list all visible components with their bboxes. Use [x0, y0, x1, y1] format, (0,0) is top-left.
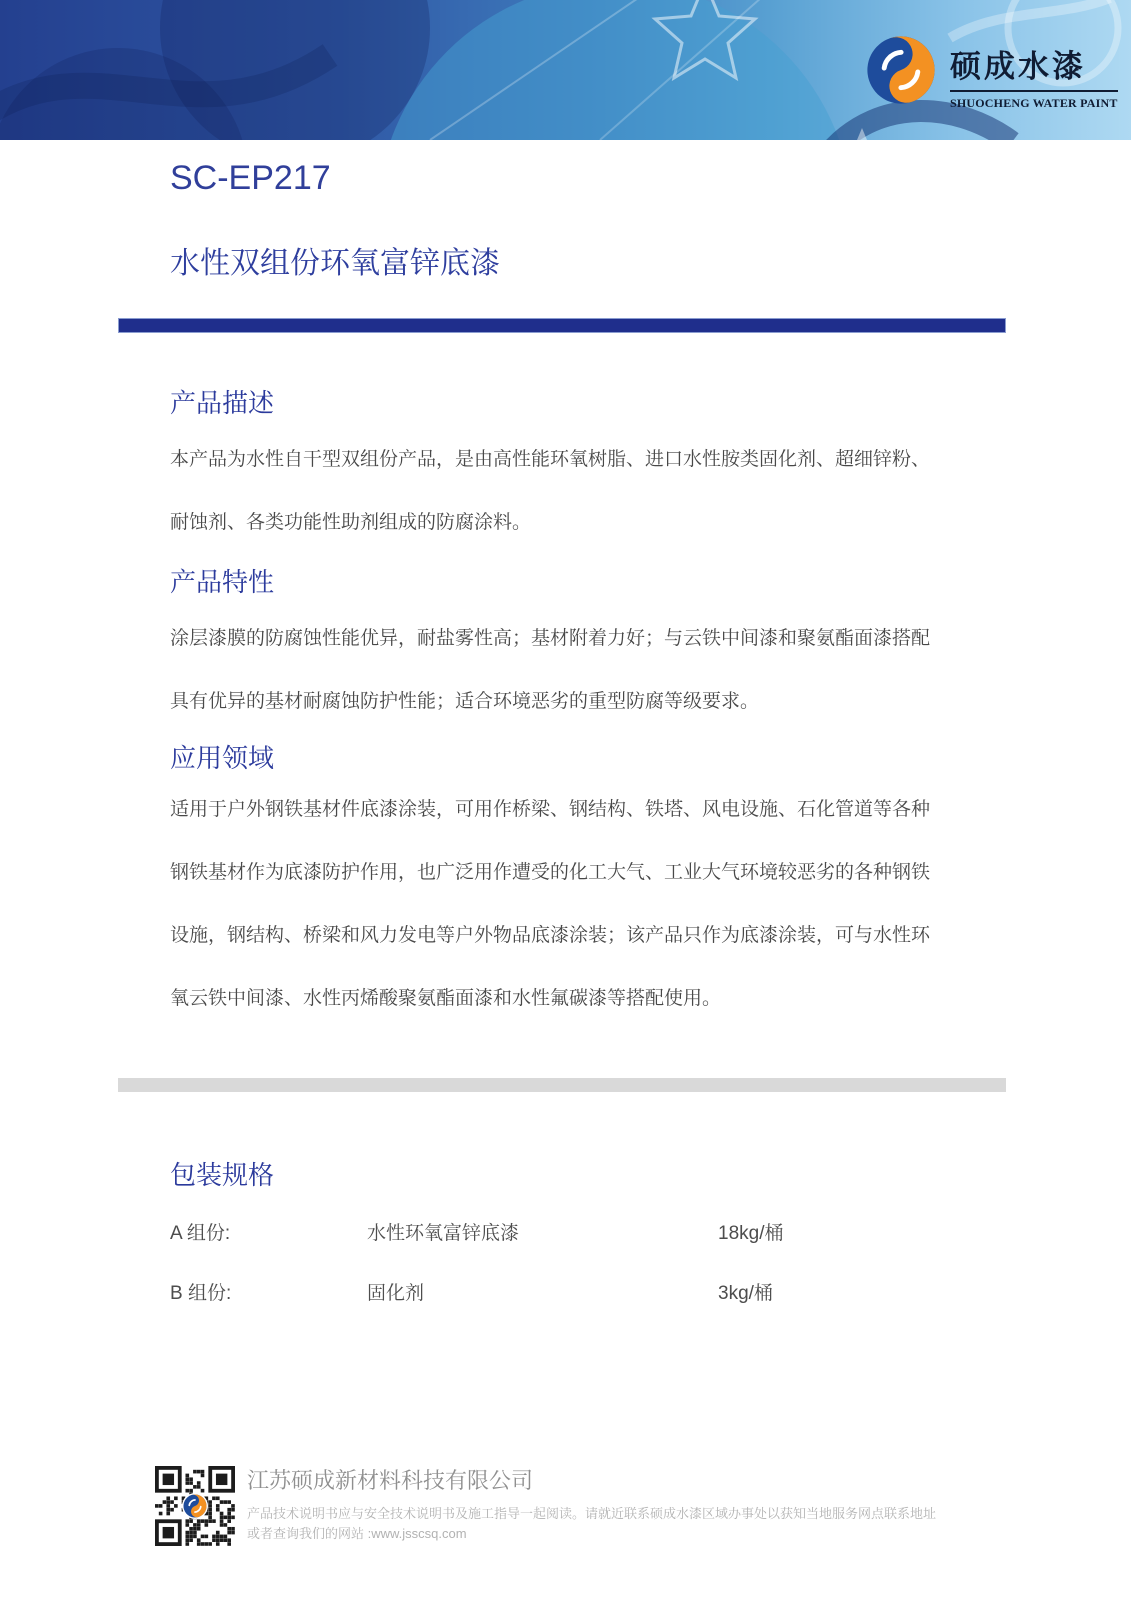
section-description — [0, 388, 1131, 554]
paragraph-line: 本产品为水性自干型双组份产品，是由高性能环氧树脂、进口水性胺类固化剂、超细锌粉、 — [170, 449, 931, 470]
section-description-paragraph — [170, 428, 1131, 554]
gray-divider-bar — [118, 1078, 1006, 1092]
section-applications — [0, 743, 1131, 1030]
paragraph-line: 具有优异的基材耐腐蚀防护性能；适合环境恶劣的重型防腐等级要求。 — [170, 691, 760, 712]
footer-note-line: 产品技术说明书应与安全技术说明书及施工指导一起阅读。请就近联系硕成水漆区域办事处以获知当地服务网点联系地址 — [247, 1506, 937, 1521]
footer-text — [247, 1466, 936, 1546]
component-label: A 组份: — [170, 1223, 231, 1244]
table-row — [170, 1282, 1131, 1306]
component-name: 固化剂 — [367, 1283, 425, 1304]
packaging-table — [170, 1222, 1131, 1306]
brand-logo — [866, 32, 1118, 111]
paragraph-line: 氧云铁中间漆、水性丙烯酸聚氨酯面漆和水性氟碳漆等搭配使用。 — [170, 988, 722, 1009]
brand-logo-icon — [866, 35, 936, 105]
component-label: B 组份: — [170, 1283, 232, 1304]
section-features-paragraph — [170, 607, 1131, 733]
paragraph-line: 钢铁基材作为底漆防护作用，也广泛用作遭受的化工大气、工业大气环境较恶劣的各种钢铁 — [170, 862, 931, 883]
footer — [155, 1466, 1131, 1546]
product-code: SC-EP217 — [170, 159, 331, 197]
header-banner — [0, 0, 1131, 140]
brand-logo-text — [950, 41, 1118, 111]
component-name: 水性环氧富锌底漆 — [367, 1223, 520, 1244]
navy-divider-bar — [118, 318, 1006, 333]
section-packaging — [0, 1160, 1131, 1306]
component-size: 3kg/桶 — [718, 1283, 773, 1304]
paragraph-line: 适用于户外钢铁基材件底漆涂装，可用作桥梁、钢结构、铁塔、风电设施、石化管道等各种 — [170, 799, 931, 820]
table-row — [170, 1222, 1131, 1246]
footer-note-line: 或者查询我们的网站 :www.jsscsq.com — [247, 1526, 467, 1541]
section-features — [0, 567, 1131, 733]
paragraph-line: 涂层漆膜的防腐蚀性能优异，耐盐雾性高；基材附着力好；与云铁中间漆和聚氨酯面漆搭配 — [170, 628, 931, 649]
brand-name-cn: 硕成水漆 — [950, 41, 1118, 92]
section-applications-paragraph — [170, 778, 1131, 1030]
datasheet-body — [0, 158, 1131, 1306]
component-size: 18kg/桶 — [718, 1223, 784, 1244]
brand-name-en: SHUOCHENG WATER PAINT — [950, 96, 1118, 110]
section-applications-heading: 应用领域 — [170, 743, 275, 773]
paragraph-line: 设施，钢结构、桥梁和风力发电等户外物品底漆涂装；该产品只作为底漆涂装，可与水性环 — [170, 925, 931, 946]
company-name: 江苏硕成新材料科技有限公司 — [247, 1468, 534, 1493]
section-features-heading: 产品特性 — [170, 567, 275, 597]
section-description-heading: 产品描述 — [170, 388, 275, 418]
qr-code — [155, 1466, 235, 1546]
paragraph-line: 耐蚀剂、各类功能性助剂组成的防腐涂料。 — [170, 512, 532, 533]
product-title: 水性双组份环氧富锌底漆 — [170, 247, 500, 280]
section-packaging-heading: 包装规格 — [170, 1160, 275, 1190]
